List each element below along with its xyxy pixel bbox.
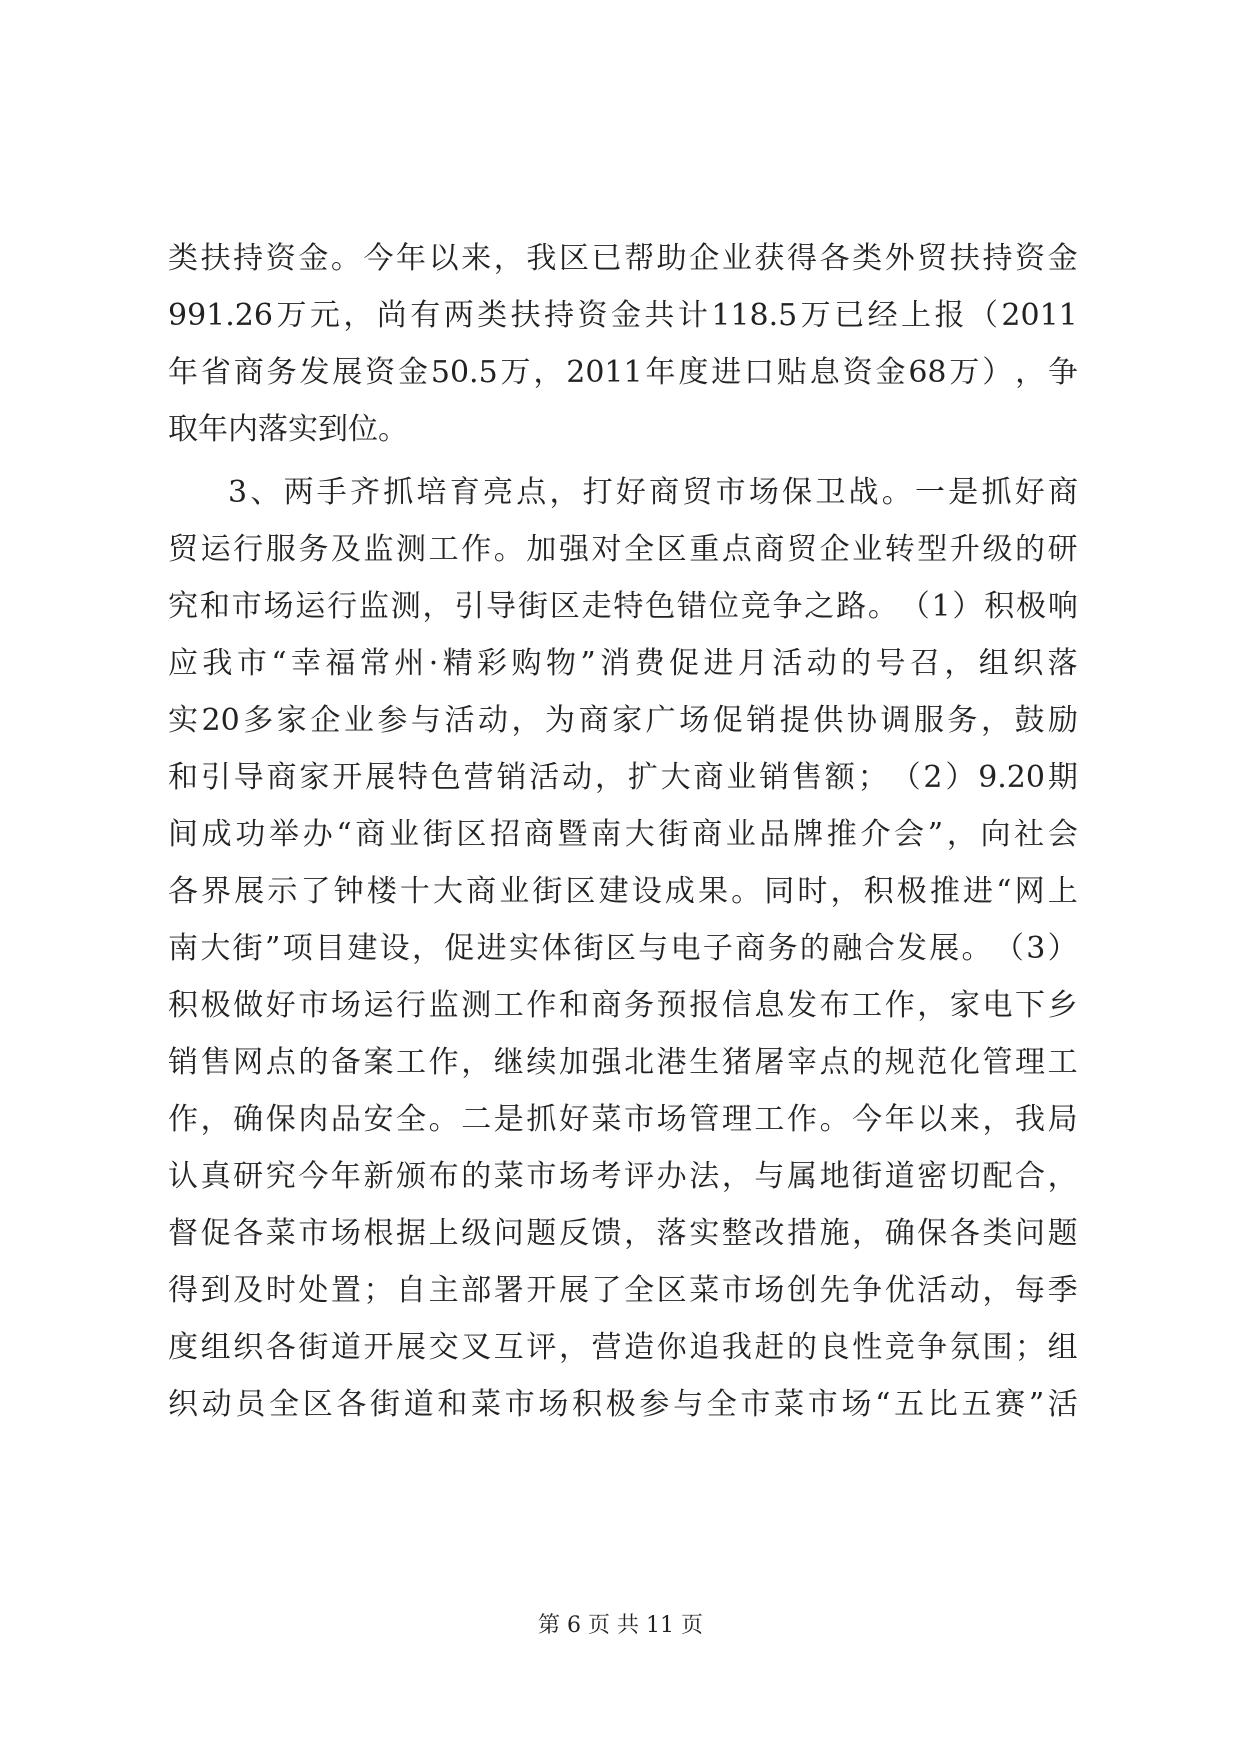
text-line: 991.26 万 元 ， 尚 有 两 类 扶 持 资 金 共 计 118.5 万 已 经 上 报 （ 2011 [168, 298, 1078, 333]
text-line: 类 扶 持 资 金 。 今 年 以 来 ， 我 区 已 帮 助 企 业 获 得 各 类 外 贸 扶 持 资 金 [168, 241, 1078, 276]
text-line: 年 省 商 务 发 展 资 金 50.5 万 ， 2011 年 度 进 口 贴 息 资 金 68 万 ） ， 争 [168, 355, 1078, 390]
text-line: 度 组 织 各 街 道 开 展 交 叉 互 评 ， 营 造 你 追 我 赶 的 良 性 竞 争 氛 围 ； 组 [168, 1330, 1078, 1365]
text-line: 作 ， 确 保 肉 品 安 全 。 二 是 抓 好 菜 市 场 管 理 工 作 。 今 年 以 来 ， 我 局 [168, 1102, 1078, 1137]
text-line: 贸 运 行 服 务 及 监 测 工 作 。 加 强 对 全 区 重 点 商 贸 企 业 转 型 升 级 的 研 [168, 532, 1078, 567]
text-line: 实 20 多 家 企 业 参 与 活 动 ， 为 商 家 广 场 促 销 提 供 协 调 服 务 ， 鼓 励 [168, 703, 1078, 738]
text-line: 究 和 市 场 运 行 监 测 ， 引 导 街 区 走 特 色 错 位 竞 争 之 路 。 （ 1 ） 积 极 响 [168, 589, 1078, 624]
text-line: 认 真 研 究 今 年 新 颁 布 的 菜 市 场 考 评 办 法 ， 与 属 地 街 道 密 切 配 合 ， [168, 1159, 1078, 1194]
text-line: 销 售 网 点 的 备 案 工 作 ， 继 续 加 强 北 港 生 猪 屠 宰 点 的 规 范 化 管 理 工 [168, 1045, 1078, 1080]
text-line: 南 大 街 ” 项 目 建 设 ， 促 进 实 体 街 区 与 电 子 商 务 的 融 合 发 展 。 （ 3 ） [168, 931, 1078, 966]
text-line: 应 我 市 “ 幸 福 常 州 · 精 彩 购 物 ” 消 费 促 进 月 活 动 的 号 召 ， 组 织 落 [168, 646, 1078, 681]
page-number-footer: 第 6 页 共 11 页 [538, 1613, 703, 1638]
text-line: 取年内落实到位。 [168, 412, 408, 447]
text-line: 织 动 员 全 区 各 街 道 和 菜 市 场 积 极 参 与 全 市 菜 市 场 “ 五 比 五 赛 ” 活 [168, 1387, 1078, 1422]
paragraph-1 [168, 230, 1078, 458]
text-line: 和 引 导 商 家 开 展 特 色 营 销 活 动 ， 扩 大 商 业 销 售 额 ； （ 2 ） 9.20 期 [168, 760, 1078, 795]
paragraph-2 [168, 464, 1078, 1433]
text-line: 3 、 两 手 齐 抓 培 育 亮 点 ， 打 好 商 贸 市 场 保 卫 战 。 一 是 抓 好 商 [228, 475, 1078, 510]
text-line: 得 到 及 时 处 置 ； 自 主 部 署 开 展 了 全 区 菜 市 场 创 先 争 优 活 动 ， 每 季 [168, 1273, 1078, 1308]
text-line: 积 极 做 好 市 场 运 行 监 测 工 作 和 商 务 预 报 信 息 发 布 工 作 ， 家 电 下 乡 [168, 988, 1078, 1023]
text-line: 间 成 功 举 办 “ 商 业 街 区 招 商 暨 南 大 街 商 业 品 牌 推 介 会 ” ， 向 社 会 [168, 817, 1078, 852]
text-line: 督 促 各 菜 市 场 根 据 上 级 问 题 反 馈 ， 落 实 整 改 措 施 ， 确 保 各 类 问 题 [168, 1216, 1078, 1251]
text-line: 各 界 展 示 了 钟 楼 十 大 商 业 街 区 建 设 成 果 。 同 时 ， 积 极 推 进 “ 网 上 [168, 874, 1078, 909]
document-body [168, 230, 1078, 1433]
